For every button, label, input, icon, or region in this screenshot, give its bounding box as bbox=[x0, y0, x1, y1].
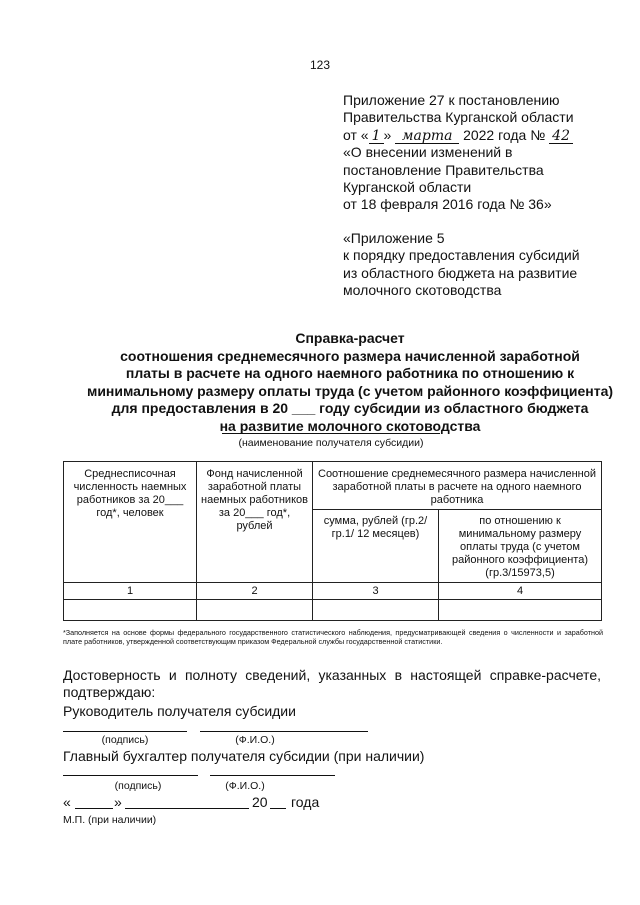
date-year-prefix: 20 bbox=[252, 794, 268, 810]
signing-date bbox=[63, 794, 363, 814]
appendix-date-quote: » bbox=[383, 126, 392, 143]
input-cell-ratio[interactable] bbox=[439, 600, 602, 621]
head-signature-line[interactable] bbox=[63, 731, 187, 732]
appendix-date-line bbox=[343, 127, 633, 144]
appendix-date-prefix: от « bbox=[343, 126, 369, 143]
appendix-header bbox=[343, 92, 633, 299]
reference-line: «Приложение 5 bbox=[343, 229, 445, 246]
appendix-line: Правительства Курганской области bbox=[343, 109, 574, 126]
head-label: Руководитель получателя субсидии bbox=[63, 703, 296, 719]
reference-line: из областного бюджета на развитие bbox=[343, 264, 578, 281]
date-year-field[interactable] bbox=[270, 808, 286, 809]
title-line: на развитие молочного скотоводства bbox=[219, 417, 481, 434]
accountant-name-caption: (Ф.И.О.) bbox=[225, 780, 265, 792]
appendix-line: Приложение 27 к постановлению bbox=[343, 92, 560, 108]
input-cell-payroll[interactable] bbox=[197, 600, 313, 621]
header-mrot-ratio: по отношению к минимальному размеру оплаты труда (с учетом районного коэффициента) (гр.3/15973,5) bbox=[439, 510, 602, 583]
appendix-line: «О внесении изменений в bbox=[343, 144, 513, 161]
appendix-line: от 18 февраля 2016 года № 36» bbox=[343, 196, 552, 213]
date-open-quote: « bbox=[63, 794, 71, 810]
calculation-table bbox=[63, 461, 602, 621]
handwritten-number: 42 bbox=[549, 129, 573, 144]
date-day-field[interactable] bbox=[75, 808, 113, 809]
table-row bbox=[64, 600, 602, 621]
title-line: платы в расчете на одного наемного работника по отношению к bbox=[125, 365, 575, 382]
accountant-signature-line[interactable] bbox=[63, 775, 198, 776]
page-number: 123 bbox=[309, 58, 331, 72]
column-number: 4 bbox=[439, 583, 602, 600]
input-cell-headcount[interactable] bbox=[64, 600, 197, 621]
date-year-suffix: года bbox=[291, 794, 320, 810]
recipient-caption: (наименование получателя субсидии) bbox=[238, 437, 424, 449]
table-header-row bbox=[64, 462, 602, 510]
stamp-label: М.П. (при наличии) bbox=[63, 814, 157, 826]
header-ratio-group: Соотношение среднемесячного размера начисленной заработной платы в расчете на одного наемного работника bbox=[313, 462, 602, 510]
header-headcount: Среднесписочная численность наемных работников за 20___ год*, человек bbox=[64, 462, 197, 583]
appendix-year-number-label: 2022 года № bbox=[463, 126, 546, 143]
appendix-line: Курганской области bbox=[343, 179, 472, 196]
document-title bbox=[60, 330, 640, 436]
accountant-signature-caption: (подпись) bbox=[114, 780, 162, 792]
head-name-line[interactable] bbox=[200, 731, 368, 732]
head-signature-caption: (подпись) bbox=[101, 734, 149, 746]
reference-line: молочного скотоводства bbox=[343, 282, 502, 299]
head-name-caption: (Ф.И.О.) bbox=[235, 734, 275, 746]
recipient-name-line bbox=[222, 433, 440, 434]
footnote: *Заполняется на основе формы федерального государственного статистического наблюдения, предусматривающей сведения о численности и заработной плате работников, утвержденной соответствующим приказом Федеральной службы государственной статистики. bbox=[63, 628, 603, 646]
header-payroll-fund: Фонд начисленной заработной платы наемных работников за 20___ год*, рублей bbox=[197, 462, 313, 583]
confirmation-text: Достоверность и полноту сведений, указанных в настоящей справке-расчете, подтверждаю: bbox=[63, 667, 601, 700]
date-close-quote: » bbox=[114, 794, 122, 810]
handwritten-month: марта bbox=[395, 129, 459, 144]
appendix-line: постановление Правительства bbox=[343, 161, 544, 178]
column-number: 2 bbox=[197, 583, 313, 600]
accountant-label: Главный бухгалтер получателя субсидии (при наличии) bbox=[63, 748, 425, 764]
input-cell-sum[interactable] bbox=[313, 600, 439, 621]
accountant-name-line[interactable] bbox=[210, 775, 335, 776]
reference-line: к порядку предоставления субсидий bbox=[343, 247, 580, 264]
handwritten-day: 1 bbox=[369, 129, 384, 144]
title-line: минимальному размеру оплаты труда (с учетом районного коэффициента) bbox=[86, 382, 614, 399]
title-line: для предоставления в 20 ___ году субсидии из областного бюджета bbox=[111, 400, 589, 417]
title-line: Справка-расчет bbox=[295, 330, 405, 346]
date-month-field[interactable] bbox=[125, 808, 249, 809]
column-number: 3 bbox=[313, 583, 439, 600]
table-row bbox=[64, 583, 602, 600]
header-sum: сумма, рублей (гр.2/гр.1/ 12 месяцев) bbox=[313, 510, 439, 583]
title-line: соотношения среднемесячного размера начисленной заработной bbox=[120, 347, 580, 364]
column-number: 1 bbox=[64, 583, 197, 600]
